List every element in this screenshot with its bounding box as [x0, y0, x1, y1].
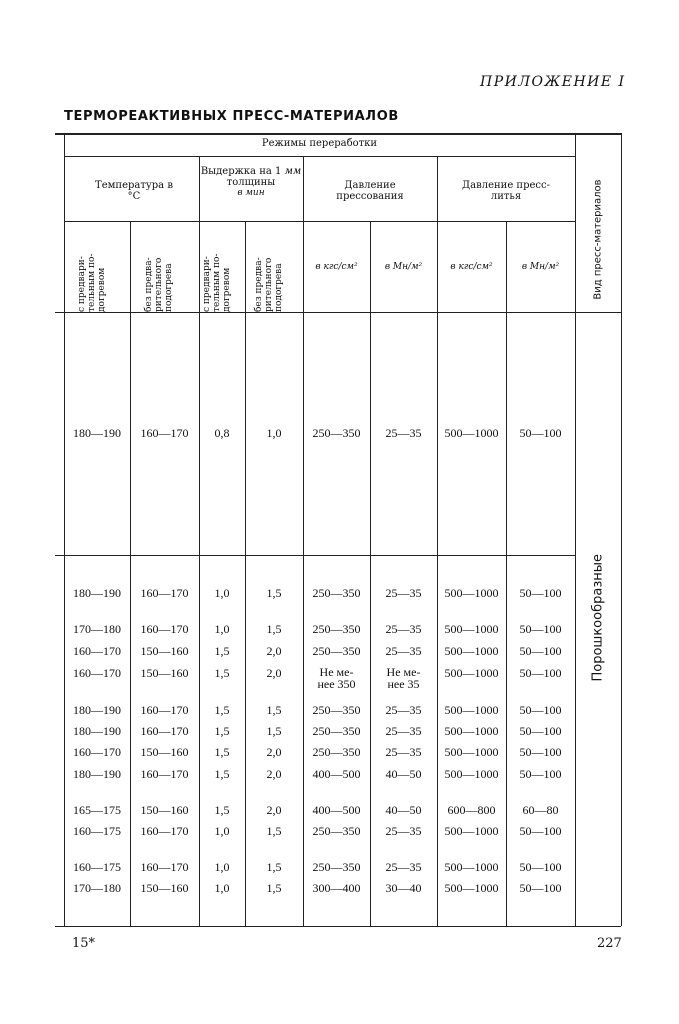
cell-cast-mn: 50—100 — [519, 426, 562, 440]
cell-hold-without: 1,5 — [266, 622, 282, 636]
cell-temp-with: 160—175 — [73, 824, 121, 838]
cell-press-kgs — [303, 666, 370, 690]
footer-signature: 15* — [72, 936, 96, 951]
cell-cast-mn: 50—100 — [519, 860, 562, 874]
cell-hold-with: 1,0 — [214, 824, 230, 838]
unit-kgs-press: в кгс/см² — [315, 262, 358, 272]
cell-press-kgs-line1: Не ме- — [319, 665, 354, 679]
cell-temp-without: 150—160 — [140, 745, 189, 759]
cell-temp-with: 170—180 — [73, 881, 121, 895]
cell-press-kgs: 250—350 — [312, 824, 361, 838]
header-bottom-line — [55, 312, 621, 313]
cell-temp-with: 160—170 — [73, 666, 121, 680]
cell-hold-without: 2,0 — [266, 745, 282, 759]
right-border — [621, 133, 622, 926]
cell-temp-without: 160—170 — [140, 586, 189, 600]
cell-temp-with: 180—190 — [73, 767, 121, 781]
cell-hold-without: 1,5 — [266, 724, 282, 738]
cell-press-mn: 40—50 — [385, 803, 422, 817]
cell-hold-with: 1,0 — [214, 586, 230, 600]
cell-press-kgs: 400—500 — [312, 803, 361, 817]
cell-press-mn-line1: Не ме- — [386, 665, 421, 679]
cell-press-kgs: 250—350 — [312, 586, 361, 600]
cell-hold-with: 1,5 — [214, 703, 230, 717]
cell-cast-mn: 50—100 — [519, 767, 562, 781]
subheader-temp-with: с предвари- тельным по- догревом — [77, 253, 107, 312]
cell-cast-kgs: 500—1000 — [444, 666, 499, 680]
cell-hold-without: 1,5 — [266, 824, 282, 838]
cell-temp-with: 180—190 — [73, 586, 121, 600]
cell-temp-without: 160—170 — [140, 703, 189, 717]
cell-cast-kgs: 500—1000 — [444, 824, 499, 838]
cell-press-mn: 25—35 — [385, 703, 422, 717]
hold-line-3: в мин — [237, 188, 265, 198]
cell-hold-without: 1,5 — [266, 703, 282, 717]
cell-press-mn: 25—35 — [385, 586, 422, 600]
cell-temp-without: 160—170 — [140, 426, 189, 440]
cell-cast-mn: 60—80 — [522, 803, 559, 817]
cell-temp-without: 160—170 — [140, 860, 189, 874]
cell-press-mn: 25—35 — [385, 860, 422, 874]
group-line — [64, 156, 575, 157]
cell-temp-with: 160—170 — [73, 644, 121, 658]
group-header: Режимы переработки — [261, 138, 378, 149]
cell-hold-without: 2,0 — [266, 644, 282, 658]
cell-press-mn: 25—35 — [385, 745, 422, 759]
cell-press-kgs: 300—400 — [312, 881, 361, 895]
table-top-line — [55, 133, 621, 135]
cell-press-kgs: 250—350 — [312, 724, 361, 738]
cell-cast-mn: 50—100 — [519, 724, 562, 738]
cell-hold-without: 1,5 — [266, 881, 282, 895]
cell-temp-with: 160—170 — [73, 745, 121, 759]
cell-press-mn: 25—35 — [385, 426, 422, 440]
cell-temp-with: 160—175 — [73, 860, 121, 874]
subheader-hold-with: с предвари- тельным по- догревом — [202, 253, 232, 312]
cell-cast-kgs: 500—1000 — [444, 724, 499, 738]
cell-hold-with: 1,5 — [214, 666, 230, 680]
cell-cast-mn: 50—100 — [519, 586, 562, 600]
cell-cast-kgs: 500—1000 — [444, 426, 499, 440]
page-title: ТЕРМОРЕАКТИВНЫХ ПРЕСС-МАТЕРИАЛОВ — [64, 109, 399, 124]
cell-temp-without: 150—160 — [140, 881, 189, 895]
subheader-temp-without: без предва- рительного подогрева — [144, 257, 174, 312]
subheader-hold-without: без предва- рительного подогрева — [254, 257, 284, 312]
cell-temp-with: 180—190 — [73, 703, 121, 717]
hold-mm: мм — [284, 166, 302, 177]
cell-temp-without: 160—170 — [140, 724, 189, 738]
cell-cast-kgs: 500—1000 — [444, 767, 499, 781]
cell-cast-mn: 50—100 — [519, 644, 562, 658]
unit-kgs-cast: в кгс/см² — [450, 262, 493, 272]
cell-temp-with: 180—190 — [73, 724, 121, 738]
cell-press-kgs: 250—350 — [312, 622, 361, 636]
cell-hold-without: 1,0 — [266, 426, 282, 440]
cell-press-mn: 25—35 — [385, 622, 422, 636]
cell-cast-mn: 50—100 — [519, 881, 562, 895]
cell-hold-without: 1,5 — [266, 860, 282, 874]
cell-press-mn: 30—40 — [385, 881, 422, 895]
cell-cast-kgs: 500—1000 — [444, 622, 499, 636]
cell-temp-without: 160—170 — [140, 767, 189, 781]
cell-cast-kgs: 500—1000 — [444, 745, 499, 759]
cell-temp-with: 170—180 — [73, 622, 121, 636]
hold-line-1: Выдержка на 1 — [200, 166, 282, 177]
cell-hold-with: 1,5 — [214, 724, 230, 738]
pressure-press-header: Давление прессования — [336, 180, 404, 202]
cell-cast-kgs: 500—1000 — [444, 703, 499, 717]
cell-hold-with: 1,5 — [214, 644, 230, 658]
cell-press-kgs-line2: нее 350 — [317, 677, 356, 691]
cell-cast-kgs: 500—1000 — [444, 881, 499, 895]
cell-cast-mn: 50—100 — [519, 666, 562, 680]
cell-hold-with: 1,0 — [214, 881, 230, 895]
cell-hold-without: 2,0 — [266, 803, 282, 817]
cell-cast-kgs: 500—1000 — [444, 586, 499, 600]
cell-cast-mn: 50—100 — [519, 745, 562, 759]
page-number: 227 — [597, 936, 622, 951]
col-line-3 — [245, 221, 246, 926]
cell-cast-kgs: 500—1000 — [444, 644, 499, 658]
temperature-header: Температура в °С — [95, 180, 173, 202]
cell-press-mn — [370, 666, 437, 690]
table-bottom-line — [55, 926, 621, 927]
cell-hold-with: 1,5 — [214, 767, 230, 781]
material-value: Порошкообразные — [590, 554, 606, 682]
cell-press-kgs: 250—350 — [312, 426, 361, 440]
cell-temp-without: 150—160 — [140, 644, 189, 658]
hold-header — [199, 166, 303, 199]
cell-hold-without: 2,0 — [266, 666, 282, 680]
cell-hold-without: 1,5 — [266, 586, 282, 600]
cell-temp-without: 160—170 — [140, 622, 189, 636]
cell-cast-kgs: 500—1000 — [444, 860, 499, 874]
cell-hold-with: 1,5 — [214, 803, 230, 817]
cell-hold-without: 2,0 — [266, 767, 282, 781]
col-line-7 — [506, 221, 507, 926]
col-line-5 — [370, 221, 371, 926]
cell-press-mn: 25—35 — [385, 644, 422, 658]
cell-press-kgs: 250—350 — [312, 703, 361, 717]
subgroup-line — [64, 221, 575, 222]
unit-mn-cast: в Мн/м² — [521, 262, 560, 272]
cell-press-kgs: 250—350 — [312, 745, 361, 759]
pressure-cast-header: Давление пресс-литья — [462, 180, 550, 202]
cell-press-mn-line2: нее 35 — [387, 677, 420, 691]
material-header: Вид пресс-материалов — [592, 179, 604, 300]
cell-hold-with: 1,0 — [214, 860, 230, 874]
section-divider — [55, 555, 575, 556]
cell-press-kgs: 400—500 — [312, 767, 361, 781]
cell-cast-mn: 50—100 — [519, 703, 562, 717]
cell-press-kgs: 250—350 — [312, 860, 361, 874]
cell-hold-with: 1,5 — [214, 745, 230, 759]
cell-temp-without: 160—170 — [140, 824, 189, 838]
hold-line-2: толщины — [226, 177, 276, 188]
cell-press-mn: 25—35 — [385, 724, 422, 738]
appendix-label: ПРИЛОЖЕНИЕ I — [480, 74, 626, 90]
cell-temp-without: 150—160 — [140, 803, 189, 817]
unit-mn-press: в Мн/м² — [384, 262, 423, 272]
cell-press-mn: 25—35 — [385, 824, 422, 838]
cell-cast-kgs: 600—800 — [447, 803, 496, 817]
cell-temp-with: 180—190 — [73, 426, 121, 440]
col-line-8 — [575, 133, 576, 926]
cell-cast-mn: 50—100 — [519, 824, 562, 838]
cell-temp-without: 150—160 — [140, 666, 189, 680]
col-line-1 — [130, 221, 131, 926]
cell-temp-with: 165—175 — [73, 803, 121, 817]
cell-hold-with: 0,8 — [214, 426, 230, 440]
cell-cast-mn: 50—100 — [519, 622, 562, 636]
cell-press-mn: 40—50 — [385, 767, 422, 781]
cell-hold-with: 1,0 — [214, 622, 230, 636]
cell-press-kgs: 250—350 — [312, 644, 361, 658]
